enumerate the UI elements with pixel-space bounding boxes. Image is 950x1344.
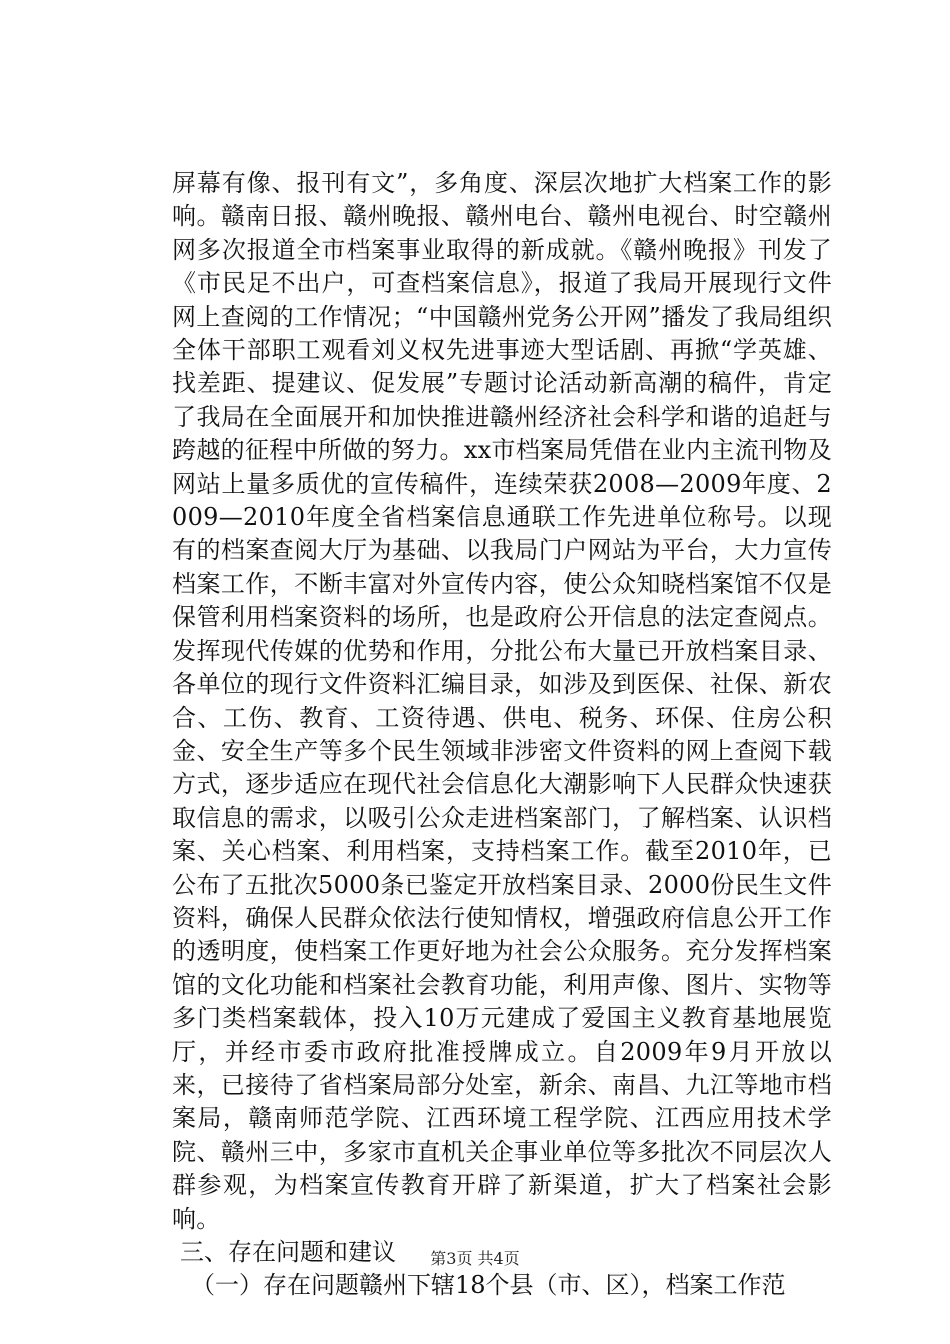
section-heading: 三、存在问题和建议: [180, 1238, 396, 1266]
document-body: [172, 167, 832, 1303]
body-paragraph: 屏幕有像、报刊有文”，多角度、深层次地扩大档案工作的影响。赣南日报、赣州晚报、赣州电台、赣州电视台、时空赣州网多次报道全市档案事业取得的新成就。《赣州晚报》刊发了《市民足不出户，可查档案信息》，报道了我局开展现行文件网上查阅的工作情况；“中国赣州党务公开网”播发了我局组织全体干部职工观看刘义权先进事迹大型话剧、再掀“学英雄、找差距、提建议、促发展”专题讨论活动新高潮的稿件，肯定了我局在全面展开和加快推进赣州经济社会科学和谐的追赶与跨越的征程中所做的努力。xx市档案局凭借在业内主流刊物及网站上量多质优的宣传稿件，连续荣获2008—2009年度、2009—2010年度全省档案信息通联工作先进单位称号。以现有的档案查阅大厅为基础、以我局门户网站为平台，大力宣传档案工作，不断丰富对外宣传内容，使公众知晓档案馆不仅是保管利用档案资料的场所，也是政府公开信息的法定查阅点。发挥现代传媒的优势和作用，分批公布大量已开放档案目录、各单位的现行文件资料汇编目录，如涉及到医保、社保、新农合、工伤、教育、工资待遇、供电、税务、环保、住房公积金、安全生产等多个民生领域非涉密文件资料的网上查阅下载方式，逐步适应在现代社会信息化大潮影响下人民群众快速获取信息的需求，以吸引公众走进档案部门，了解档案、认识档案、关心档案、利用档案，支持档案工作。截至2010年，已公布了五批次5000条已鉴定开放档案目录、2000份民生文件资料，确保人民群众依法行使知情权，增强政府信息公开工作的透明度，使档案工作更好地为社会公众服务。充分发挥档案馆的文化功能和档案社会教育功能，利用声像、图片、实物等多门类档案载体，投入10万元建成了爱国主义教育基地展览厅，并经市委市政府批准授牌成立。自2009年9月开放以来，已接待了省档案局部分处室，新余、南昌、九江等地市档案局，赣南师范学院、江西环境工程学院、江西应用技术学院、赣州三中，多家市直机关企事业单位等多批次不同层次人群参观，为档案宣传教育开辟了新渠道，扩大了档案社会影响。: [172, 169, 832, 1233]
subsection-paragraph: （一）存在问题赣州下辖18个县（市、区），档案工作范: [191, 1271, 786, 1300]
page-number-footer: 第3页 共4页: [430, 1249, 520, 1268]
